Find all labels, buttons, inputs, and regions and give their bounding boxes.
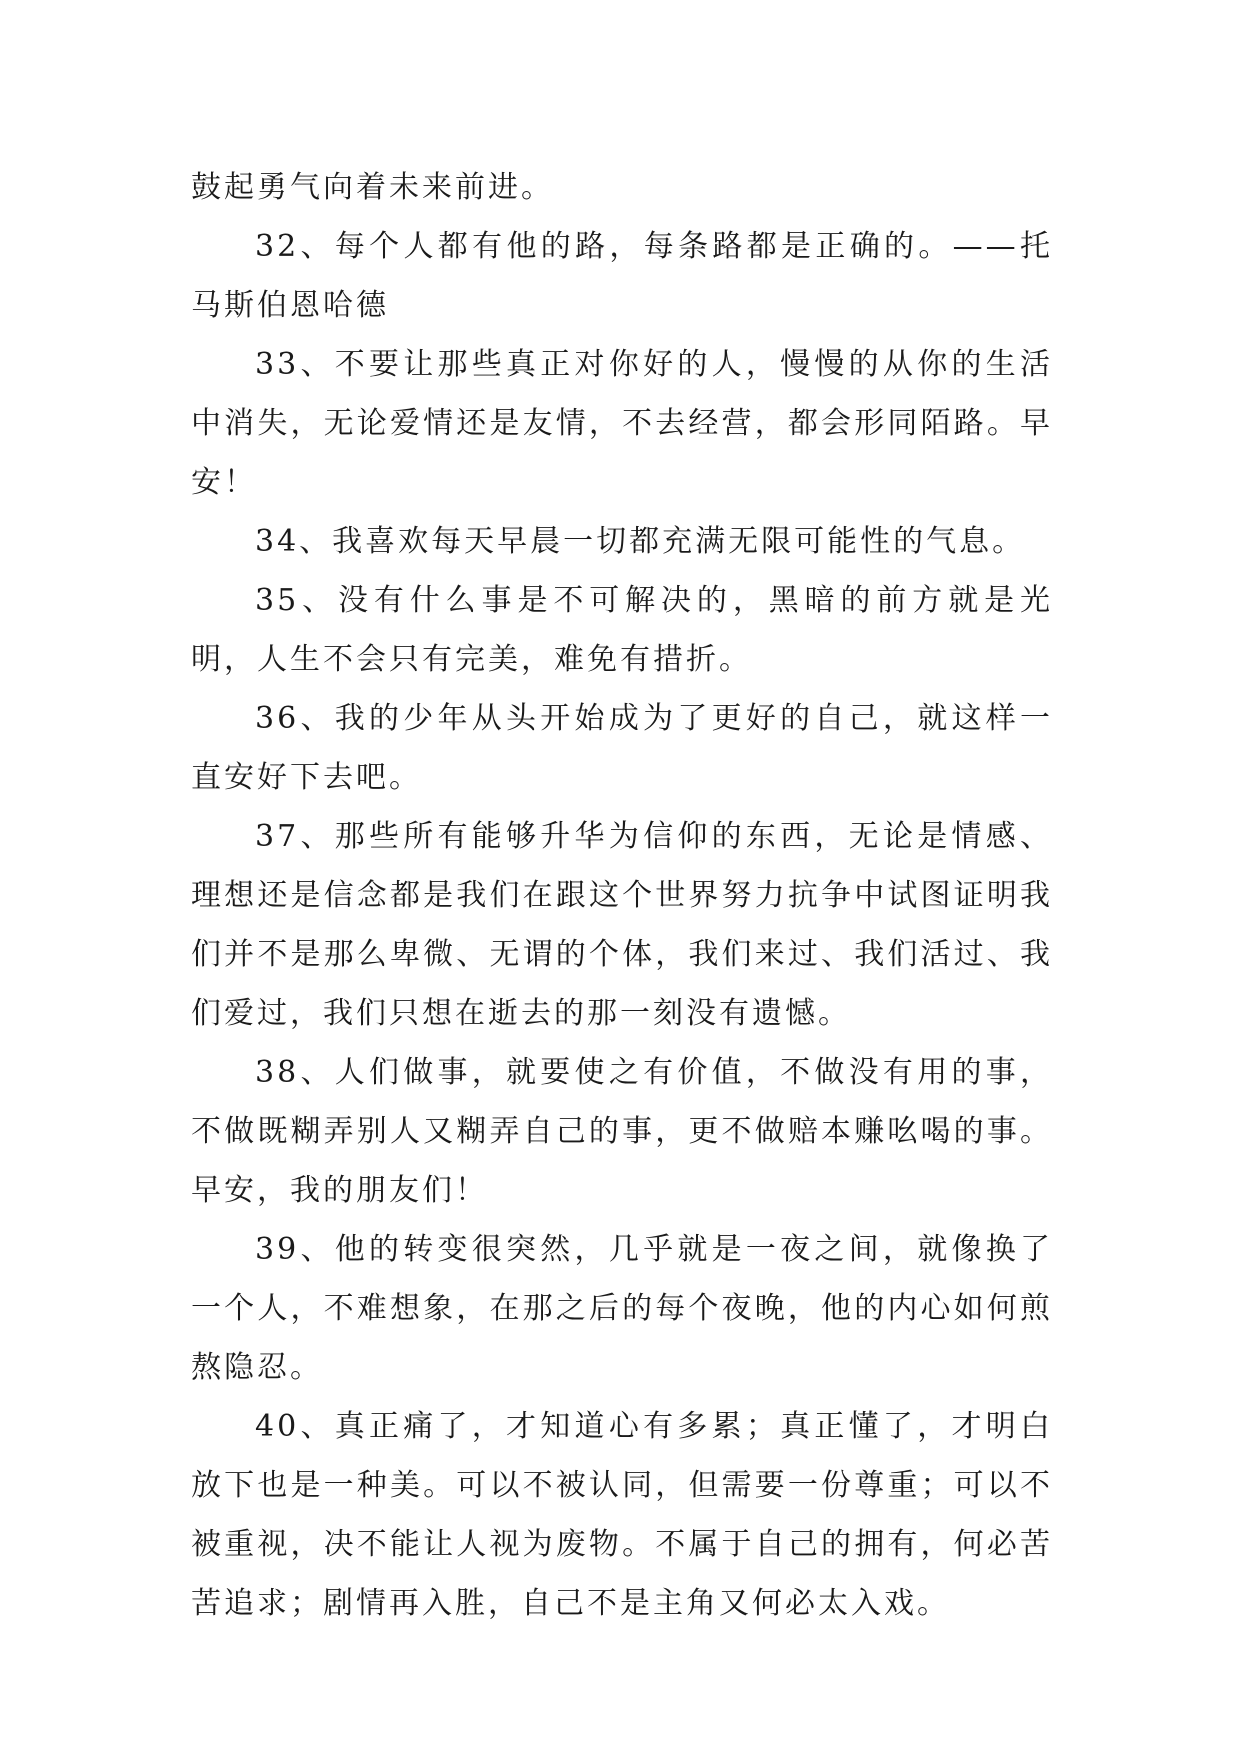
paragraph-33: 33、不要让那些真正对你好的人，慢慢的从你的生活中消失，无论爱情还是友情，不去经营，都会形同陌路。早安！ [191, 347, 1053, 500]
paragraph-36: 36、我的少年从头开始成为了更好的自己，就这样一直安好下去吧。 [191, 701, 1053, 795]
paragraph-37: 37、那些所有能够升华为信仰的东西，无论是情感、理想还是信念都是我们在跟这个世界努力抗争中试图证明我们并不是那么卑微、无谓的个体，我们来过、我们活过、我们爱过，我们只想在逝去的那一刻没有遗憾。 [191, 819, 1053, 1031]
paragraph-34: 34、我喜欢每天早晨一切都充满无限可能性的气息。 [255, 524, 1026, 559]
paragraph-38: 38、人们做事，就要使之有价值，不做没有用的事，不做既糊弄别人又糊弄自己的事，更不做赔本赚吆喝的事。早安，我的朋友们！ [191, 1055, 1053, 1208]
paragraph-35: 35、没有什么事是不可解决的，黑暗的前方就是光明，人生不会只有完美，难免有措折。 [191, 583, 1053, 677]
paragraph-32: 32、每个人都有他的路，每条路都是正确的。——托马斯伯恩哈德 [191, 229, 1053, 323]
paragraph-39: 39、他的转变很突然，几乎就是一夜之间，就像换了一个人，不难想象，在那之后的每个夜晚，他的内心如何煎熬隐忍。 [191, 1232, 1053, 1385]
document-body [191, 158, 1053, 1633]
paragraph-continuation: 鼓起勇气向着未来前进。 [191, 170, 554, 205]
paragraph-40: 40、真正痛了，才知道心有多累；真正懂了，才明白放下也是一种美。可以不被认同，但需要一份尊重；可以不被重视，决不能让人视为废物。不属于自己的拥有，何必苦苦追求；剧情再入胜，自己不是主角又何必太入戏。 [191, 1409, 1053, 1621]
